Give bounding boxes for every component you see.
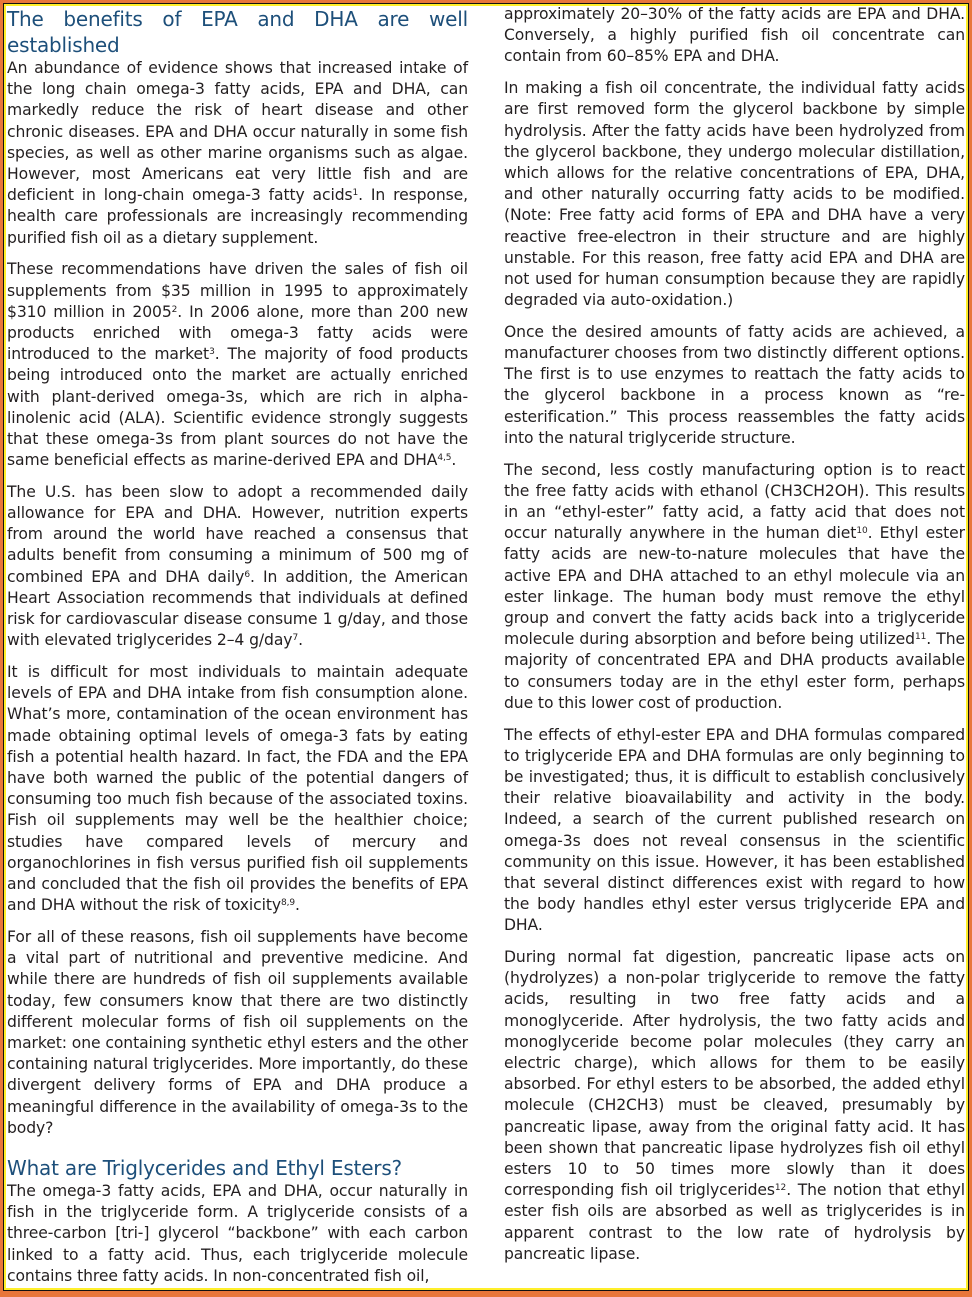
body-text [504, 4, 965, 1265]
body-text [7, 58, 468, 1139]
paragraph [7, 58, 468, 249]
footnote-reference: 1 [352, 188, 359, 199]
section-heading-benefits: The benefits of EPA and DHA are well established [7, 7, 468, 57]
paragraph [7, 259, 468, 471]
footnote-reference: 12 [774, 1183, 787, 1194]
paragraph-text: For all of these reasons, fish oil supplements have become a vital part of nutritional and preventive medicine. And while there are hundreds of fish oil supplements available today, few consumers know that there are two distinctly different molecular forms of fish oil supplements on the market: one containing synthetic ethyl esters and the other containing natural triglycerides. More importantly, do these divergent delivery forms of EPA and DHA produce a meaningful difference in the availability of omega-3s to the body? [7, 927, 468, 1137]
paragraph-text: . Ethyl ester fatty acids are new-to-nature molecules that have the active EPA and DHA attached to an ethyl molecule via an ester linkage. The human body must remove the ethyl group and convert the fatty acids back into a triglyceride molecule during absorption and before being utilized [504, 524, 965, 649]
paragraph-text: . The majority of food products being introduced onto the market are actually enriched with plant-derived omega-3s, which are rich in alpha-linolenic acid (ALA). Scientific evidence strongly suggests that these omega-3s from plant sources do not have the same beneficial effects as marine-derived EPA and DHA [7, 345, 469, 470]
footnote-reference: 2 [171, 304, 178, 315]
paragraph-text: The U.S. has been slow to adopt a recommended daily allowance for EPA and DHA. However, nutrition experts from around the world have reached a consensus that adults benefit from consuming a minimum of 500 mg of combined EPA and DHA daily [7, 482, 468, 586]
section-heading-triglycerides: What are Triglycerides and Ethyl Esters? [7, 1155, 402, 1180]
paragraph-text: . In 2006 alone, more than 200 new products enriched with omega-3 fatty acids were introduced to the market [7, 302, 468, 364]
footnote-reference: 8,9 [281, 898, 296, 909]
paragraph-text: . [295, 896, 300, 915]
paragraph-text: The second, less costly manufacturing option is to react the free fatty acids with ethanol (CH3CH2OH). This results in an “ethyl-ester” fatty acid, a fatty acid that does not occur naturally anywhere in the human diet [504, 460, 965, 543]
paragraph [504, 322, 965, 449]
document-page [6, 6, 966, 1288]
paragraph-text: These recommendations have driven the sales of fish oil supplements from $35 million in 1995 to approximately $310 million in 2005 [7, 260, 468, 321]
paragraph-text: An abundance of evidence shows that increased intake of the long chain omega-3 fatty acids, EPA and DHA, can markedly reduce the risk of heart disease and other chronic diseases. EPA and DHA occur naturally in some fish species, as well as other marine organisms such as algae. However, most Americans eat very little fish and are deficient in long-chain omega-3 fatty acids [7, 59, 468, 205]
footnote-reference: 3 [209, 347, 215, 358]
paragraph-text: Once the desired amounts of fatty acids are achieved, a manufacturer chooses from two distinctly different options. The first is to use enzymes to reattach the fatty acids to the glycerol backbone in a process known as “re-esterification.” This process reassembles the fatty acids into the natural triglyceride structure. [504, 322, 965, 447]
left-column [7, 6, 468, 1297]
paragraph [504, 78, 965, 311]
paragraph-text: . In response, health care professionals are increasingly recommending purified fish oil as a dietary supplement. [7, 186, 468, 247]
footnote-reference: 4,5 [437, 453, 452, 464]
paragraph-text: The effects of ethyl-ester EPA and DHA formulas compared to triglyceride EPA and DHA formulas are only beginning to be investigated; thus, it is difficult to establish conclusively their relative bioavailability and activity in the body. Indeed, a search of the current published research on omega-3s does not reveal consensus in the scientific community on this issue. However, it has been established that several distinct differences exist with regard to how the body handles ethyl ester versus triglyceride EPA and DHA. [504, 725, 965, 935]
paragraph-text: The omega-3 fatty acids, EPA and DHA, occur naturally in fish in the triglyceride form. A triglyceride consists of a three-carbon [tri-] glycerol “backbone” with each carbon linked to a fatty acid. Thus, each triglyceride molecule contains three fatty acids. In non-concentrated fish oil, [7, 1181, 468, 1285]
paragraph-text: . The majority of concentrated EPA and DHA products available to consumers today are in the ethyl ester form, perhaps due to this lower cost of production. [504, 630, 965, 712]
page-border [3, 3, 969, 1291]
paragraph-text: During normal fat digestion, pancreatic lipase acts on (hydrolyzes) a non-polar triglyceride to remove the fatty acids, resulting in two free fatty acids and a monoglyceride. After hydrolysis, the two fatty acids and monoglyceride become polar molecules (they carry an electric charge), which allows for them to be easily absorbed. For ethyl esters to be absorbed, the added ethyl molecule (CH2CH3) must be cleaved, presumably by pancreatic lipase, away from the original fatty acid. It has been shown that pancreatic lipase hydrolyzes fish oil ethyl esters 10 to 50 times more slowly than it does corresponding fish oil triglycerides [504, 948, 965, 1200]
footnote-reference: 10 [856, 526, 868, 537]
paragraph [7, 927, 468, 1139]
footnote-reference: 7 [292, 633, 299, 644]
paragraph [504, 947, 965, 1265]
paragraph-text: . [298, 631, 303, 650]
body-text [7, 1181, 468, 1287]
paragraph [7, 1181, 468, 1287]
footnote-reference: 6 [244, 569, 250, 580]
paragraph-text: In making a fish oil concentrate, the individual fatty acids are first removed form the glycerol backbone by simple hydrolysis. After the fatty acids have been hydrolyzed from the glycerol backbone, they undergo molecular distillation, which allows for the relative concentrations of EPA, DHA, and other naturally occurring fatty acids to be modified. (Note: Free fatty acid forms of EPA and DHA have a very reactive free-electron in their structure and are highly unstable. For this reason, free fatty acid EPA and DHA are not used for human consumption because they are rapidly degraded via auto-oxidation.) [504, 79, 965, 310]
paragraph-text: . The notion that ethyl ester fish oils are absorbed as well as triglycerides is in apparent contrast to the low rate of hydrolysis by pancreatic lipase. [504, 1181, 965, 1263]
paragraph [504, 460, 965, 714]
paragraph-text: It is difficult for most individuals to maintain adequate levels of EPA and DHA intake from fish consumption alone. What’s more, contamination of the ocean environment has made obtaining optimal levels of omega-3 fats by eating fish a potential health hazard. In fact, the FDA and the EPA have both warned the public of the potential dangers of consuming too much fish because of the associated toxins. Fish oil supplements may well be the healthier choice; studies have compared levels of mercury and organochlorines in fish versus purified fish oil supplements and concluded that the fish oil provides the benefits of EPA and DHA without the risk of toxicity [7, 662, 468, 915]
paragraph-text: . In addition, the American Heart Association recommends that individuals at defined risk for cardiovascular disease consume 1 g/day, and those with elevated triglycerides 2–4 g/day [7, 567, 468, 650]
paragraph [504, 4, 965, 68]
paragraph-text: approximately 20–30% of the fatty acids are EPA and DHA. Conversely, a highly purified fish oil concentrate can contain from 60–85% EPA and DHA. [504, 5, 965, 66]
paragraph [7, 482, 468, 652]
paragraph [504, 725, 965, 937]
paragraph [7, 662, 468, 916]
right-column [504, 4, 965, 1276]
footnote-reference: 11 [914, 632, 927, 643]
paragraph-text: . [451, 451, 457, 470]
